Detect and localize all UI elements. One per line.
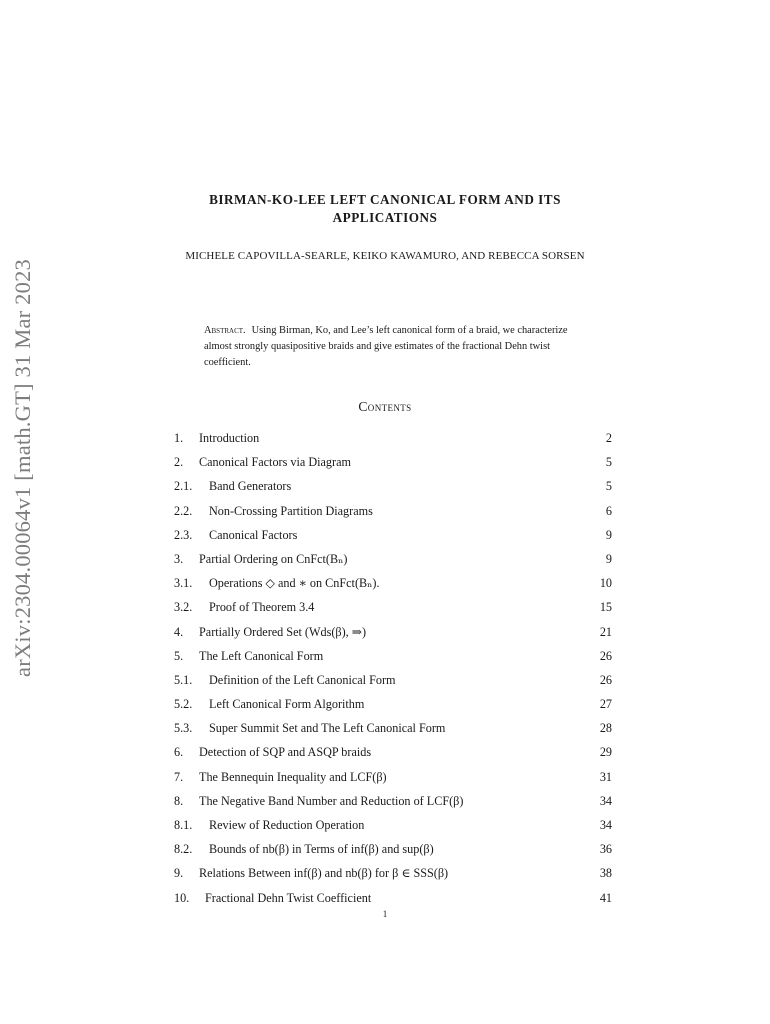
toc-entry-number: 3.2. (174, 600, 193, 615)
toc-entry-title[interactable]: Proof of Theorem 3.4 (209, 600, 315, 615)
toc-entry-page[interactable]: 34 (599, 793, 612, 808)
toc-entry-number: 3. (174, 551, 184, 566)
toc-entry-number: 9. (174, 866, 184, 881)
toc-entry-title[interactable]: Non-Crossing Partition Diagrams (209, 503, 373, 518)
toc-entry[interactable] (174, 673, 612, 697)
toc-entry-page[interactable]: 15 (599, 600, 612, 615)
toc-entry-number: 3.1. (174, 576, 193, 591)
arxiv-identifier-text: arXiv:2304.00064v1 [math.GT] 31 Mar 2023 (10, 258, 35, 677)
abstract (204, 323, 574, 371)
toc-entry[interactable] (174, 552, 612, 576)
toc-entry-title[interactable]: The Negative Band Number and Reduction of LCF(β) (199, 793, 464, 808)
toc-entry[interactable] (174, 794, 612, 818)
toc-entry-number: 2. (174, 455, 184, 470)
toc-entry-number: 7. (174, 769, 184, 784)
toc-entry-title[interactable]: Canonical Factors (209, 527, 298, 542)
toc-entry-page[interactable]: 34 (599, 818, 612, 832)
contents-heading: Contents (358, 399, 412, 414)
toc-entry-title[interactable]: Review of Reduction Operation (209, 818, 365, 832)
toc-entry-number: 8.1. (174, 818, 193, 832)
toc-entry-title[interactable]: Introduction (199, 431, 260, 445)
toc-entry-page[interactable]: 21 (599, 624, 612, 639)
toc-entry-title[interactable]: Partial Ordering on CnFct(Bₙ) (199, 551, 348, 566)
toc-entry-number: 1. (174, 431, 184, 445)
toc-entry[interactable] (174, 842, 612, 866)
toc-entry-number: 5. (174, 648, 184, 663)
toc-entry[interactable] (174, 479, 612, 503)
toc-entry[interactable] (174, 866, 612, 890)
abstract-text: Using Birman, Ko, and Lee’s left canonical form of a braid, we characterize almost strongly quasipositive braids and give estimates of the fractional Dehn twist coefficient. (204, 325, 568, 368)
toc-entry-page[interactable]: 41 (599, 890, 612, 905)
toc-entry-page[interactable]: 26 (599, 648, 612, 663)
toc-entry-title[interactable]: Band Generators (209, 479, 292, 494)
toc-entry-number: 5.1. (174, 672, 193, 687)
toc-entry[interactable] (174, 528, 612, 552)
toc-entry[interactable] (174, 504, 612, 528)
toc-entry-number: 8.2. (174, 842, 193, 857)
toc-entry-page[interactable]: 6 (605, 503, 612, 518)
toc-entry[interactable] (174, 649, 612, 673)
toc-entry-title[interactable]: Super Summit Set and The Left Canonical Form (209, 721, 446, 736)
toc-entry[interactable] (174, 431, 612, 455)
toc-entry[interactable] (174, 745, 612, 769)
toc-entry-number: 5.2. (174, 697, 193, 712)
toc-entry-title[interactable]: Detection of SQP and ASQP braids (199, 745, 372, 760)
toc-entry-title[interactable]: Relations Between inf(β) and nb(β) for β ∈ SSS(β) (199, 866, 449, 881)
toc-entry-title[interactable]: Fractional Dehn Twist Coefficient (205, 890, 372, 905)
toc-entry[interactable] (174, 697, 612, 721)
paper-title-line-2: APPLICATIONS (332, 209, 438, 225)
page-number: 1 (382, 909, 388, 919)
toc-entry-page[interactable]: 9 (605, 527, 612, 542)
toc-entry-page[interactable]: 9 (605, 551, 612, 566)
toc-entry-title[interactable]: The Left Canonical Form (199, 648, 324, 663)
toc-entry-title[interactable]: Bounds of nb(β) in Terms of inf(β) and sup(β) (209, 842, 434, 857)
toc-entry-number: 6. (174, 745, 184, 760)
table-of-contents (174, 431, 612, 915)
toc-entry-number: 4. (174, 624, 184, 639)
toc-entry-page[interactable]: 27 (599, 697, 612, 712)
toc-entry-page[interactable]: 29 (599, 745, 612, 760)
arxiv-identifier-stamp (2, 255, 44, 680)
toc-entry-title[interactable]: Left Canonical Form Algorithm (209, 697, 365, 712)
toc-entry[interactable] (174, 721, 612, 745)
toc-entry-page[interactable]: 36 (599, 842, 612, 857)
toc-entry-page[interactable]: 31 (599, 769, 612, 784)
toc-entry[interactable] (174, 600, 612, 624)
toc-entry[interactable] (174, 818, 612, 842)
toc-entry-page[interactable]: 2 (605, 431, 612, 445)
toc-entry-number: 2.1. (174, 479, 193, 494)
toc-entry-page[interactable]: 5 (605, 455, 612, 470)
toc-entry-page[interactable]: 26 (599, 672, 612, 687)
author-list: MICHELE CAPOVILLA-SEARLE, KEIKO KAWAMURO, AND REBECCA SORSEN (185, 250, 585, 262)
toc-entry[interactable] (174, 576, 612, 600)
toc-entry-number: 5.3. (174, 721, 193, 736)
toc-entry-title[interactable]: The Bennequin Inequality and LCF(β) (199, 769, 387, 784)
paper-title-line-1: BIRMAN-KO-LEE LEFT CANONICAL FORM AND ITS (209, 192, 561, 207)
toc-entry-number: 2.2. (174, 503, 193, 518)
toc-entry-number: 2.3. (174, 527, 193, 542)
toc-entry-title[interactable]: Operations ◇ and ∗ on CnFct(Bₙ). (209, 576, 380, 591)
toc-entry[interactable] (174, 455, 612, 479)
toc-entry-title[interactable]: Canonical Factors via Diagram (199, 455, 351, 470)
toc-entry-page[interactable]: 28 (599, 721, 612, 736)
toc-entry[interactable] (174, 625, 612, 649)
toc-entry-page[interactable]: 5 (605, 479, 612, 494)
toc-entry-title[interactable]: Definition of the Left Canonical Form (209, 672, 396, 687)
abstract-label: Abstract. (204, 325, 246, 336)
toc-entry-number: 10. (174, 890, 190, 905)
toc-entry-page[interactable]: 10 (599, 576, 612, 591)
toc-entry-page[interactable]: 38 (599, 866, 612, 881)
paper-title (150, 191, 620, 226)
toc-entry[interactable] (174, 770, 612, 794)
toc-entry-title[interactable]: Partially Ordered Set (Wds(β), ⇒) (199, 624, 367, 639)
toc-entry-number: 8. (174, 793, 184, 808)
